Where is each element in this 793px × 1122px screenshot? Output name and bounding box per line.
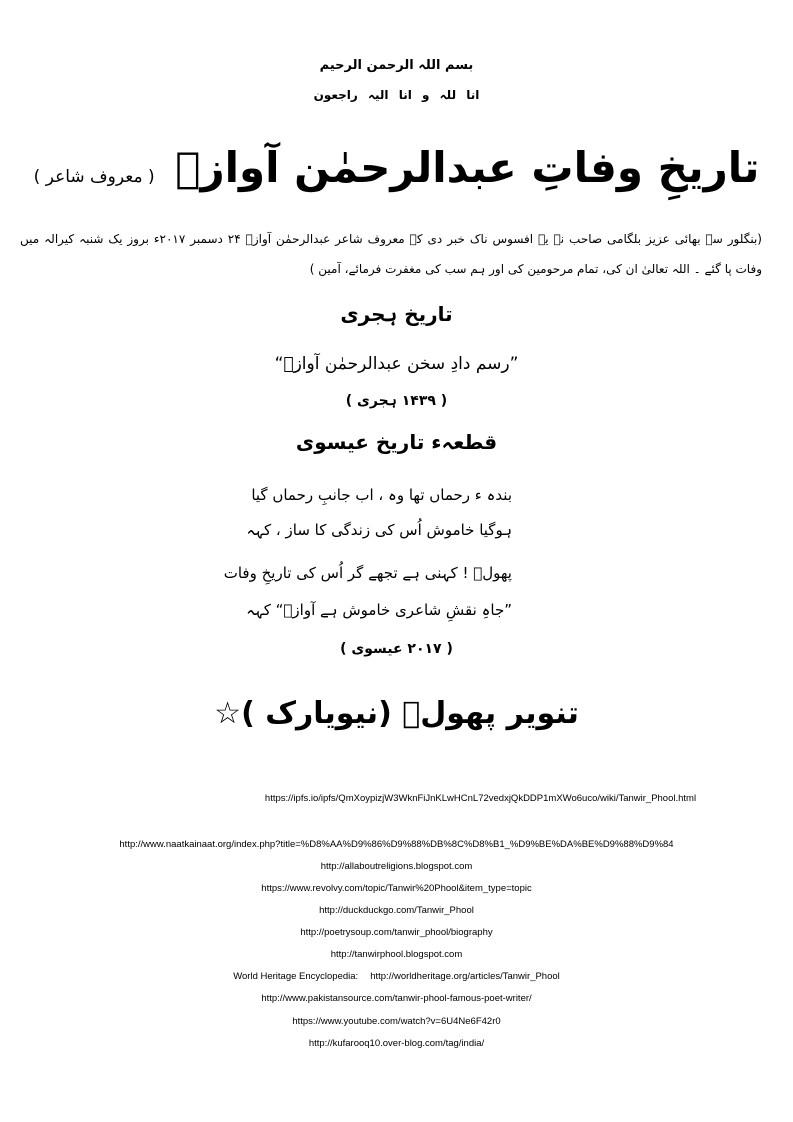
verse-line-1: بندہ ء رحماں تھا وہ ، اب جانبِ رحماں گیا <box>251 486 512 504</box>
hijri-heading: تاریخ ہجری <box>340 302 453 326</box>
title-main: تاریخِ وفاتِ عبدالرحمٰن آوازؔ <box>175 143 760 192</box>
world-heritage-row <box>0 971 793 982</box>
inna-lillah-line: انا للہ و انا الیہ راجعون <box>313 88 480 102</box>
link-worldheritage[interactable]: http://worldheritage.org/articles/Tanwir_Phool <box>370 971 560 982</box>
link-naatkainaat[interactable]: http://www.naatkainaat.org/index.php?title=%D8%AA%D9%86%D9%88%DB%8C%D8%B1_%D9%BE%DA%BE%D9%88%D9%84 <box>119 839 674 850</box>
link-ipfs[interactable]: https://ipfs.io/ipfs/QmXoypizjW3WknFiJnKLwHCnL72vedxjQkDDP1mXWo6uco/wiki/Tanwir_Phool.html <box>264 793 697 804</box>
verse-line-4: ”جاہِ نقشِ شاعری خاموش ہے آوازؔ“ کہہ <box>246 601 512 619</box>
link-youtube[interactable]: https://www.youtube.com/watch?v=6U4Ne6F42r0 <box>292 1016 501 1027</box>
bismillah-line: بسم اللہ الرحمن الرحیم <box>319 58 474 73</box>
intro-paragraph: (بنگلور سے بھائی عزیز بلگامی صاحب نے یہ افسوس ناک خبر دی کہ معروف شاعر عبدالرحمٰن آوازؔ ۲۴ دسمبر ۲۰۱۷ء بروز یک شنبہ کیرالہ میں وفات پا گئے ۔ اللہ تعالیٰ ان کی، تمام مرحومین کی اور ہم سب کی مغفرت فرمائے، آمین ) <box>20 232 762 276</box>
link-pakistansource[interactable]: http://www.pakistansource.com/tanwir-phool-famous-poet-writer/ <box>261 993 532 1004</box>
world-heritage-label: World Heritage Encyclopedia: <box>233 971 359 982</box>
poet-name: تنویر پھولؔ (نیویارک ) <box>241 696 579 731</box>
link-poetrysoup[interactable]: http://poetrysoup.com/tanwir_phool/biography <box>300 927 493 938</box>
hijri-phrase: ”رسم دادِ سخن عبدالرحمٰن آوازؔ“ <box>274 354 519 374</box>
link-overblog[interactable]: http://kufarooq10.over-blog.com/tag/india/ <box>308 1038 485 1049</box>
link-tanwirphool-blog[interactable]: http://tanwirphool.blogspot.com <box>330 949 463 960</box>
verse-line-2: ہوگیا خاموش اُس کی زندگی کا ساز ، کہہ <box>246 521 512 539</box>
page-title <box>0 138 793 207</box>
link-duckduckgo[interactable]: http://duckduckgo.com/Tanwir_Phool <box>319 905 474 916</box>
verse-line-3: پھولؔ ! کہنی ہے تجھے گر اُس کی تاریخِ وفات <box>223 564 512 582</box>
link-revolvy[interactable]: https://www.revolvy.com/topic/Tanwir%20Phool&item_type=topic <box>261 883 532 894</box>
link-allaboutreligions[interactable]: http://allaboutreligions.blogspot.com <box>320 861 473 872</box>
isvi-year: ( ۲۰۱۷ عیسوی ) <box>340 641 453 657</box>
isvi-heading: قطعہء تاریخ عیسوی <box>295 430 498 454</box>
hijri-year: ( ۱۴۳۹ ہجری ) <box>345 393 448 409</box>
star-icon: ☆ <box>214 696 242 731</box>
title-subtitle: ( معروف شاعر ) <box>33 167 155 187</box>
poet-signature <box>0 696 793 731</box>
